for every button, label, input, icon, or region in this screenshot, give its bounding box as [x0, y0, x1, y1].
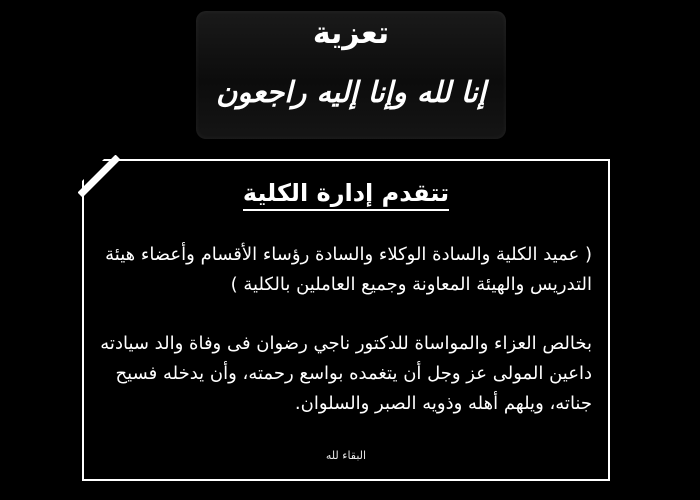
senders-line: التدريس والهيئة المعاونة وجميع العاملين بالكلية ) [230, 274, 592, 295]
senders-paragraph [102, 240, 592, 300]
card-heading-text: تتقدم إدارة الكلية [243, 178, 449, 211]
closing-phrase: البقاء لله [325, 449, 367, 462]
quran-verse-calligraphy [196, 58, 506, 130]
condolence-line: بخالص العزاء والمواساة للدكتور ناجي رضوان فى وفاة والد سيادته [100, 333, 592, 354]
card-heading [82, 178, 610, 211]
condolence-line: داعين المولى عز وجل أن يتغمده بواسع رحمته، وأن يدخله فسيح [115, 363, 592, 384]
senders-line: ( عميد الكلية والسادة الوكلاء والسادة رؤساء الأقسام وأعضاء هيئة [105, 244, 592, 265]
condolence-line: جناته، ويلهم أهله وذويه الصبر والسلوان. [294, 393, 592, 414]
condolence-paragraph [102, 329, 592, 419]
quran-verse-text: إنا لله وإنا إليه راجعون [216, 75, 486, 109]
condolence-title: تعزية [312, 16, 390, 51]
